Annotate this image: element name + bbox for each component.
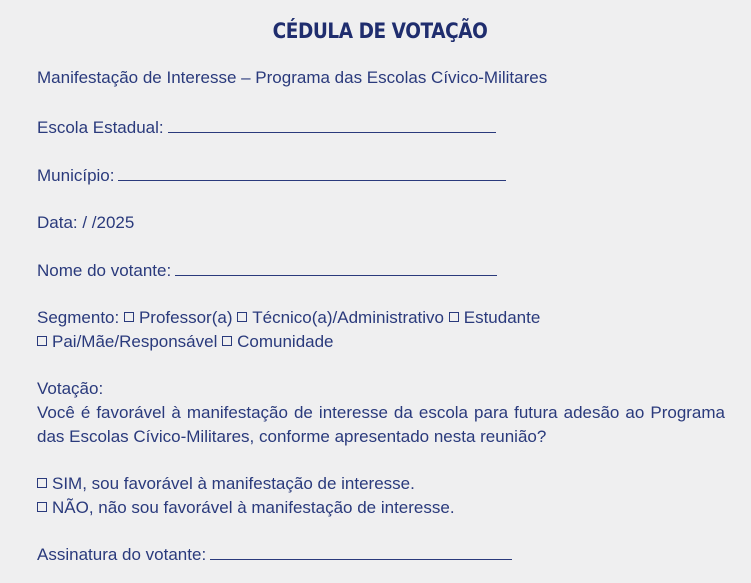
municipality-field [37,164,506,188]
vote-option-no [37,496,455,520]
segment-label: Segmento: [37,308,120,327]
checkbox-tecnico[interactable] [237,312,247,322]
voter-name-blank-line[interactable] [175,259,497,276]
school-blank-line[interactable] [168,116,496,133]
checkbox-no[interactable] [37,502,47,512]
signature-blank-line[interactable] [210,543,512,560]
checkbox-yes[interactable] [37,478,47,488]
vote-option-no-label: NÃO, não sou favorável à manifestação de interesse. [52,498,455,517]
segment-option-professor: Professor(a) [138,308,233,327]
vote-option-yes [37,472,415,496]
signature-label: Assinatura do votante: [37,545,207,564]
segment-option-comunidade: Comunidade [237,332,334,351]
voter-name-field [37,259,497,283]
date-field: Data: / /2025 [37,213,135,232]
segment-option-responsavel: Pai/Mãe/Responsável [52,332,218,351]
checkbox-responsavel[interactable] [37,336,47,346]
school-field [37,116,496,140]
checkbox-professor[interactable] [124,312,134,322]
ballot-title: CÉDULA DE VOTAÇÃO [272,19,488,43]
voter-name-label: Nome do votante: [37,261,172,280]
school-label: Escola Estadual: [37,118,164,137]
vote-question: Você é favorável à manifestação de interesse da escola para futura adesão ao Programa das Escolas Cívico-Militares, conforme apresentado nesta reunião? [37,403,725,446]
segment-row-2 [37,330,334,354]
vote-option-yes-label: SIM, sou favorável à manifestação de interesse. [52,474,415,493]
municipality-label: Município: [37,166,115,185]
segment-row-1 [37,306,540,330]
vote-label: Votação: [37,379,104,398]
ballot-subtitle: Manifestação de Interesse – Programa das Escolas Cívico-Militares [37,68,548,87]
checkbox-comunidade[interactable] [222,336,232,346]
checkbox-estudante[interactable] [449,312,459,322]
signature-field [37,543,512,567]
segment-option-estudante: Estudante [463,308,541,327]
segment-option-tecnico: Técnico(a)/Administrativo [252,308,445,327]
municipality-blank-line[interactable] [118,164,506,181]
